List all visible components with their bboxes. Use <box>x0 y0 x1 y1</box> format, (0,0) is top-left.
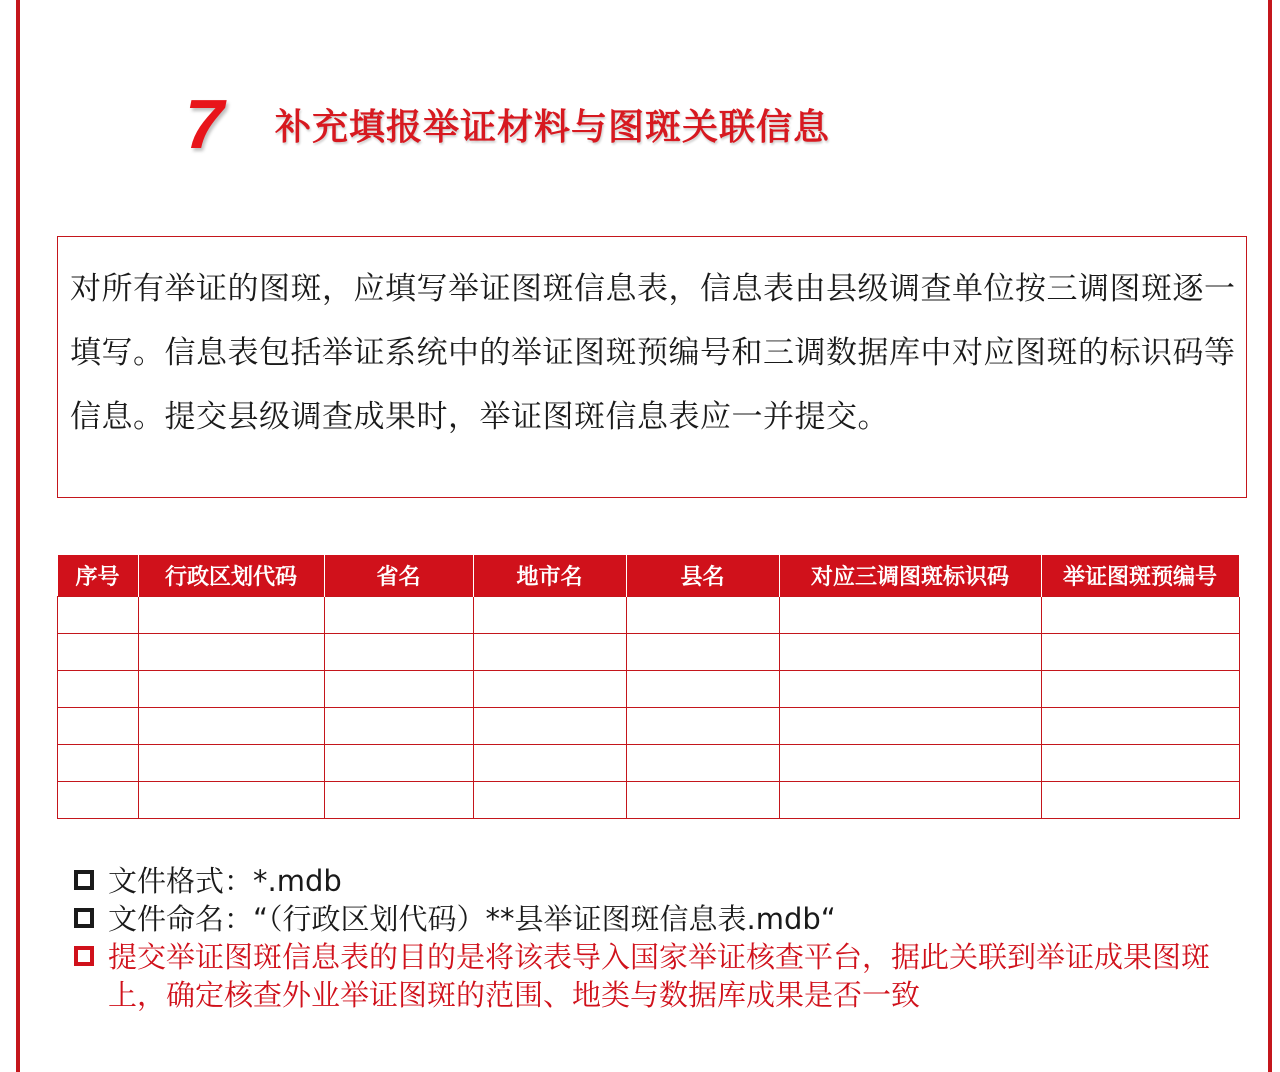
table-row <box>58 745 1240 782</box>
section-number: 7 <box>185 85 224 163</box>
table-cell <box>473 782 626 819</box>
table-header-cell: 行政区划代码 <box>138 555 324 597</box>
table-cell <box>324 597 473 634</box>
table-cell <box>779 782 1041 819</box>
table-cell <box>1041 597 1239 634</box>
section-title: 补充填报举证材料与图斑关联信息 <box>275 106 831 148</box>
table-cell <box>779 708 1041 745</box>
table-header-row <box>58 555 1240 597</box>
notes-list <box>74 862 1224 1014</box>
table-header-cell: 县名 <box>626 555 779 597</box>
table-cell <box>473 708 626 745</box>
table-cell <box>626 671 779 708</box>
table-cell <box>58 671 139 708</box>
table-cell <box>138 745 324 782</box>
table-cell <box>626 708 779 745</box>
table-header-cell: 举证图斑预编号 <box>1041 555 1239 597</box>
table-cell <box>324 745 473 782</box>
table-cell <box>626 745 779 782</box>
table-body <box>58 597 1240 819</box>
table-cell <box>324 708 473 745</box>
table-cell <box>779 634 1041 671</box>
table-cell <box>1041 782 1239 819</box>
description-box <box>57 236 1247 498</box>
table-cell <box>138 634 324 671</box>
table-header-cell: 对应三调图斑标识码 <box>779 555 1041 597</box>
table-cell <box>1041 634 1239 671</box>
square-bullet-icon <box>74 946 94 966</box>
right-frame-border <box>1268 0 1280 1072</box>
table-cell <box>58 708 139 745</box>
table-cell <box>473 597 626 634</box>
table-cell <box>138 708 324 745</box>
table-header-cell: 省名 <box>324 555 473 597</box>
square-bullet-icon <box>74 908 94 928</box>
table-cell <box>473 745 626 782</box>
table-cell <box>626 597 779 634</box>
note-text: 提交举证图斑信息表的目的是将该表导入国家举证核查平台，据此关联到举证成果图斑上，确定核查外业举证图斑的范围、地类与数据库成果是否一致 <box>108 940 1211 1012</box>
table-row <box>58 708 1240 745</box>
table-cell <box>58 597 139 634</box>
table-cell <box>626 634 779 671</box>
evidence-info-table <box>57 555 1240 819</box>
table-header-cell: 地市名 <box>473 555 626 597</box>
square-bullet-icon <box>74 870 94 890</box>
table-row <box>58 782 1240 819</box>
table-cell <box>138 597 324 634</box>
table-cell <box>1041 671 1239 708</box>
table-cell <box>324 782 473 819</box>
table-cell <box>1041 708 1239 745</box>
table-cell <box>779 597 1041 634</box>
table-cell <box>58 745 139 782</box>
table-cell <box>1041 745 1239 782</box>
table-header-cell: 序号 <box>58 555 139 597</box>
left-frame-border <box>0 0 20 1072</box>
table-row <box>58 597 1240 634</box>
table-row <box>58 671 1240 708</box>
table-cell <box>324 671 473 708</box>
note-text: 文件命名：“（行政区划代码）**县举证图斑信息表.mdb“ <box>108 902 836 936</box>
table-cell <box>473 634 626 671</box>
note-text: 文件格式：*.mdb <box>108 864 342 898</box>
section-heading <box>185 84 830 164</box>
table-cell <box>58 634 139 671</box>
table-row <box>58 634 1240 671</box>
table-cell <box>58 782 139 819</box>
note-file-format <box>74 862 1224 900</box>
table-cell <box>324 634 473 671</box>
table-cell <box>138 782 324 819</box>
note-file-naming <box>74 900 1224 938</box>
table-cell <box>626 782 779 819</box>
table-cell <box>473 671 626 708</box>
description-text: 对所有举证的图斑，应填写举证图斑信息表，信息表由县级调查单位按三调图斑逐一填写。信息表包括举证系统中的举证图斑预编号和三调数据库中对应图斑的标识码等信息。提交县级调查成果时，举证图斑信息表应一并提交。 <box>70 271 1236 435</box>
table-cell <box>779 745 1041 782</box>
table-cell <box>138 671 324 708</box>
note-purpose <box>74 938 1224 1014</box>
table-cell <box>779 671 1041 708</box>
